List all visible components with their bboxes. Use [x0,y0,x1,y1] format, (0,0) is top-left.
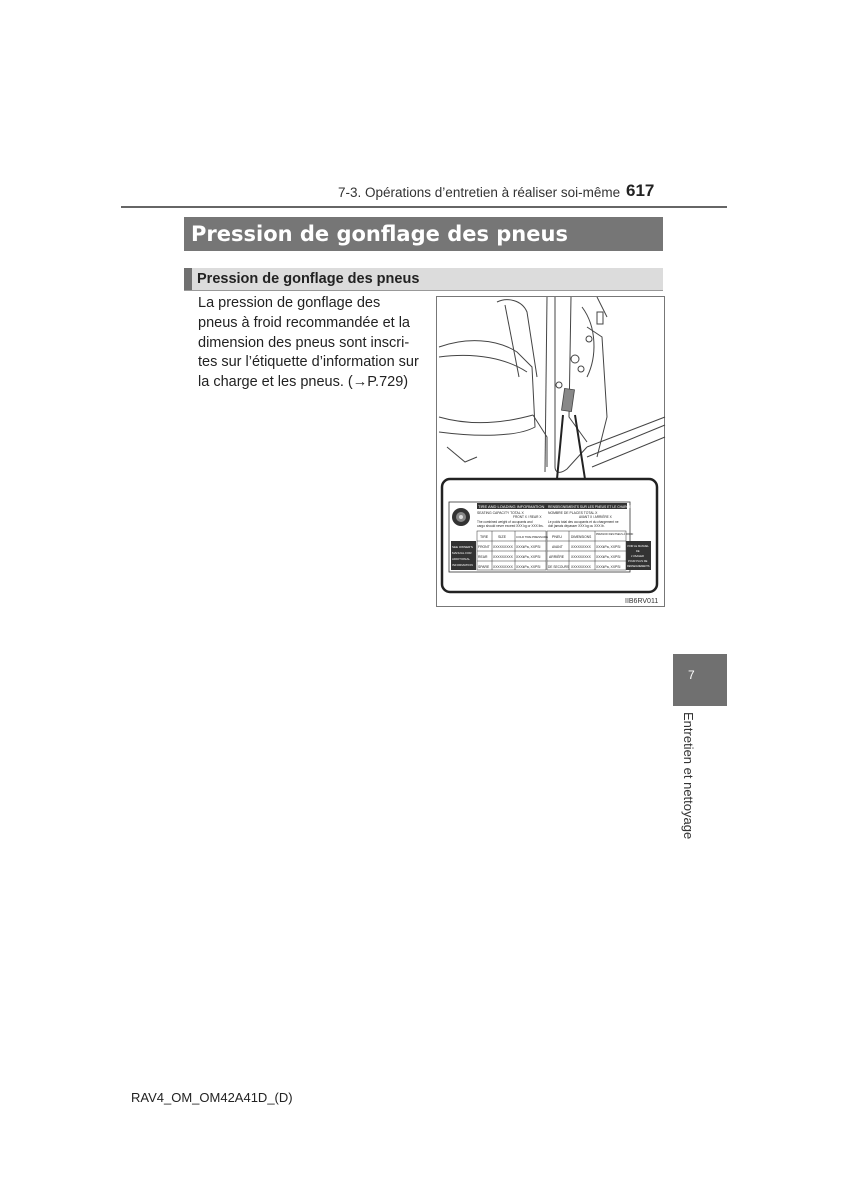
header-divider [121,206,727,208]
label-fr-cell: XXXXXXXXX [571,545,591,549]
document-code: RAV4_OM_OM42A41D_(D) [131,1090,293,1105]
label-fr-note: VOIR LE MANUEL [627,545,649,548]
label-fr-cell: AVANT [552,545,563,549]
label-fr-cell: ARRIÈRE [549,555,565,559]
figure-code: IIB6RV011 [625,598,659,605]
subheading-label: Pression de gonflage des pneus [197,271,420,287]
label-en-cell: XXXkPa, XXPSI [516,565,541,569]
label-en-seating: SEATING CAPACITY TOTAL X [477,511,524,515]
label-en-weight-line: The combined weight of occupants and [477,520,533,524]
label-en-cell: FRONT [478,545,490,549]
body-line: la charge et les pneus. (→P.729) [198,374,409,391]
label-fr-cell: XXXXXXXXX [571,565,591,569]
door-pillar-illustration [437,297,666,608]
label-fr-cell: XXXXXXXXX [571,555,591,559]
label-en-header: TIRE AND LOADING INFORMATION [478,504,545,509]
label-en-weight-line: cargo should never exceed XXX kg or XXX lbs. [477,524,544,528]
body-line: dimension des pneus sont inscri- [198,334,410,351]
body-line: tes sur l’étiquette d’information sur [198,354,419,371]
label-en-front-rear: FRONT X / REAR X [513,515,542,519]
label-en-note: MANUAL FOR [452,551,472,555]
page-number: 617 [626,181,655,200]
chapter-tab[interactable] [673,654,727,706]
subheading-accent [184,268,192,290]
label-en-col-header: COLD TIRE PRESSURE [516,535,549,539]
label-en-cell: XXXXXXXXX [493,565,513,569]
label-en-note: SEE OWNER'S [452,545,473,549]
label-fr-weight-line: Le poids total des occupants et du chargement ne [548,520,619,524]
label-fr-cell: XXXkPa, XXPSI [596,565,621,569]
label-fr-front-rear: AVANT X / ARRIÈRE X [579,515,612,519]
label-fr-note: RENSEIGNEMENTS [627,565,650,568]
label-fr-seating: NOMBRE DE PLACES TOTAL X [548,511,598,515]
page-title: Pression de gonflage des pneus [184,217,663,251]
label-fr-cell: DE SECOURS [548,565,570,569]
label-fr-weight-line: doit jamais dépasser XXX kg ou XXX lb. [548,524,605,528]
label-fr-col-header: PNEU [552,535,562,539]
label-en-cell: XXXkPa, XXPSI [516,555,541,559]
label-en-note: INFORMATION [452,563,473,567]
label-en-cell: SPARE [478,565,490,569]
label-fr-cell: XXXkPa, XXPSI [596,545,621,549]
pillar-drawing [545,297,665,472]
label-en-cell: XXXkPa, XXPSI [516,545,541,549]
label-en-cell: REAR [478,555,488,559]
label-fr-cell: XXXkPa, XXPSI [596,555,621,559]
label-fr-col-header: PRESSION DES PNEUS À FROID [596,533,634,536]
label-en-col-header: TIRE [480,535,489,539]
label-fr-header: RENSEIGNEMENTS SUR LES PNEUS ET LE CHARGEMENT [548,505,641,509]
section-header: 7-3. Opérations d’entretien à réaliser soi-même [338,185,621,200]
label-location [562,388,575,411]
subheading-bar [184,268,663,291]
body-line: La pression de gonflage des [198,295,381,311]
chapter-title: Entretien et nettoyage [681,712,696,840]
label-fr-note: L'USAGER [631,555,644,558]
illustration-figure [436,296,665,607]
label-fr-note: DE [636,550,640,553]
label-fr-col-header: DIMENSIONS [571,535,592,539]
seat-drawing [439,300,547,467]
body-line: pneus à froid recommandée et la [198,314,410,331]
callout-leader [557,415,585,479]
label-en-note: ADDITIONAL [452,557,471,561]
chapter-number: 7 [688,668,695,682]
label-fr-note: POUR PLUS DE [628,560,648,563]
label-en-cell: XXXXXXXXX [493,545,513,549]
body-paragraph [198,294,424,393]
label-en-cell: XXXXXXXXX [493,555,513,559]
tire-information-label [449,502,651,572]
label-en-col-header: SIZE [498,535,506,539]
